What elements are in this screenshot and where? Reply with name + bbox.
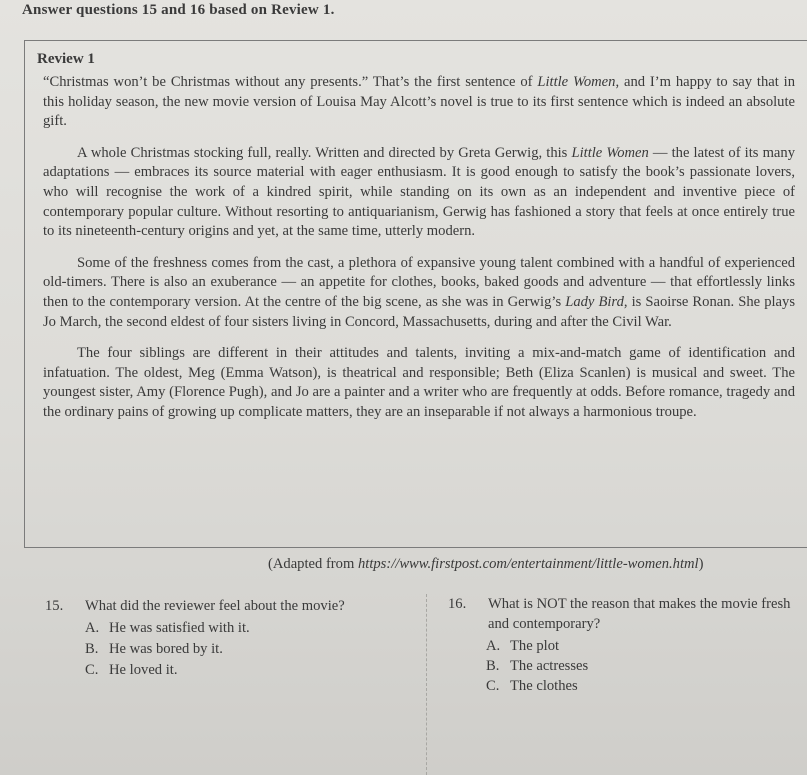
question-16 <box>448 594 807 696</box>
option-a[interactable]: A. He was satisfied with it. <box>85 620 250 636</box>
review-box <box>24 40 807 548</box>
column-divider <box>426 594 427 775</box>
question-15 <box>45 596 415 681</box>
review-title: Review 1 <box>37 51 95 67</box>
question-number: 16. <box>448 596 467 612</box>
option-c[interactable]: C. The clothes <box>486 678 578 694</box>
review-paragraph-4: The four siblings are different in their attitudes and talents, inviting a mix-and-match game of identification and infatuation. The oldest, Meg (Emma Watson), is theatrical and responsible; Beth (Eliza Scanlen) is musical and sweet. The youngest sister, Amy (Florence Pugh), and Jo are a painter and a writer who are frequently at odds. Before romance, tragedy and the ordinary pains of growing up complicate matters, they are an inseparable if not always a harmonious troupe. <box>43 345 795 420</box>
review-paragraph-3: Some of the freshness comes from the cast, a plethora of expansive young talent combined with a handful of experienced old-timers. There is also an exuberance — an appetite for clothes, books, baked goods and adventure — that effortlessly links then to the contemporary version. At the centre of the big scene, as she was in Gerwig’s Lady Bird, is Saoirse Ronan. She plays Jo March, the second eldest of four sisters living in Concord, Massachusetts, during and after the Civil War. <box>43 254 795 330</box>
answer-options <box>448 636 807 696</box>
source-citation: (Adapted from https://www.firstpost.com/entertainment/little-women.html) <box>268 556 704 572</box>
answer-options <box>45 618 415 681</box>
film-title: Lady Bird <box>565 293 624 310</box>
review-paragraph-2: A whole Christmas stocking full, really. Written and directed by Greta Gerwig, this Little Women — the latest of its many adaptations — embraces its source material with eager enthusiasm. It is good enough to satisfy the book’s passionate lovers, who will recognise the work of a kindred spirit, while standing on its own as an independent and inventive piece of contemporary popular culture. Without resorting to antiquarianism, Gerwig has fashioned a story that feels at once entirely true to its nineteenth-century origins and yet, at the same time, utterly modern. <box>43 144 795 240</box>
option-a[interactable]: A. The plot <box>486 638 560 654</box>
review-paragraph-1: “Christmas won’t be Christmas without any presents.” That’s the first sentence of Little Women, and I’m happy to say that in this holiday season, the new movie version of Louisa May Alcott’s novel is true to its first sentence which is indeed an absolute gift. <box>43 74 795 130</box>
source-url: https://www.firstpost.com/entertainment/little-women.html <box>357 556 699 572</box>
review-body <box>43 73 795 435</box>
option-b[interactable]: B. The actresses <box>486 658 589 674</box>
question-text: What is NOT the reason that makes the movie fresh and contemporary? <box>488 596 791 632</box>
question-text: What did the reviewer feel about the movie? <box>85 598 345 614</box>
option-b[interactable]: B. He was bored by it. <box>85 641 223 657</box>
instruction-text: Answer questions 15 and 16 based on Review 1. <box>22 2 335 18</box>
book-title: Little Women <box>537 74 616 90</box>
option-c[interactable]: C. He loved it. <box>85 662 178 678</box>
book-title: Little Women <box>571 144 649 161</box>
question-number: 15. <box>45 598 64 614</box>
